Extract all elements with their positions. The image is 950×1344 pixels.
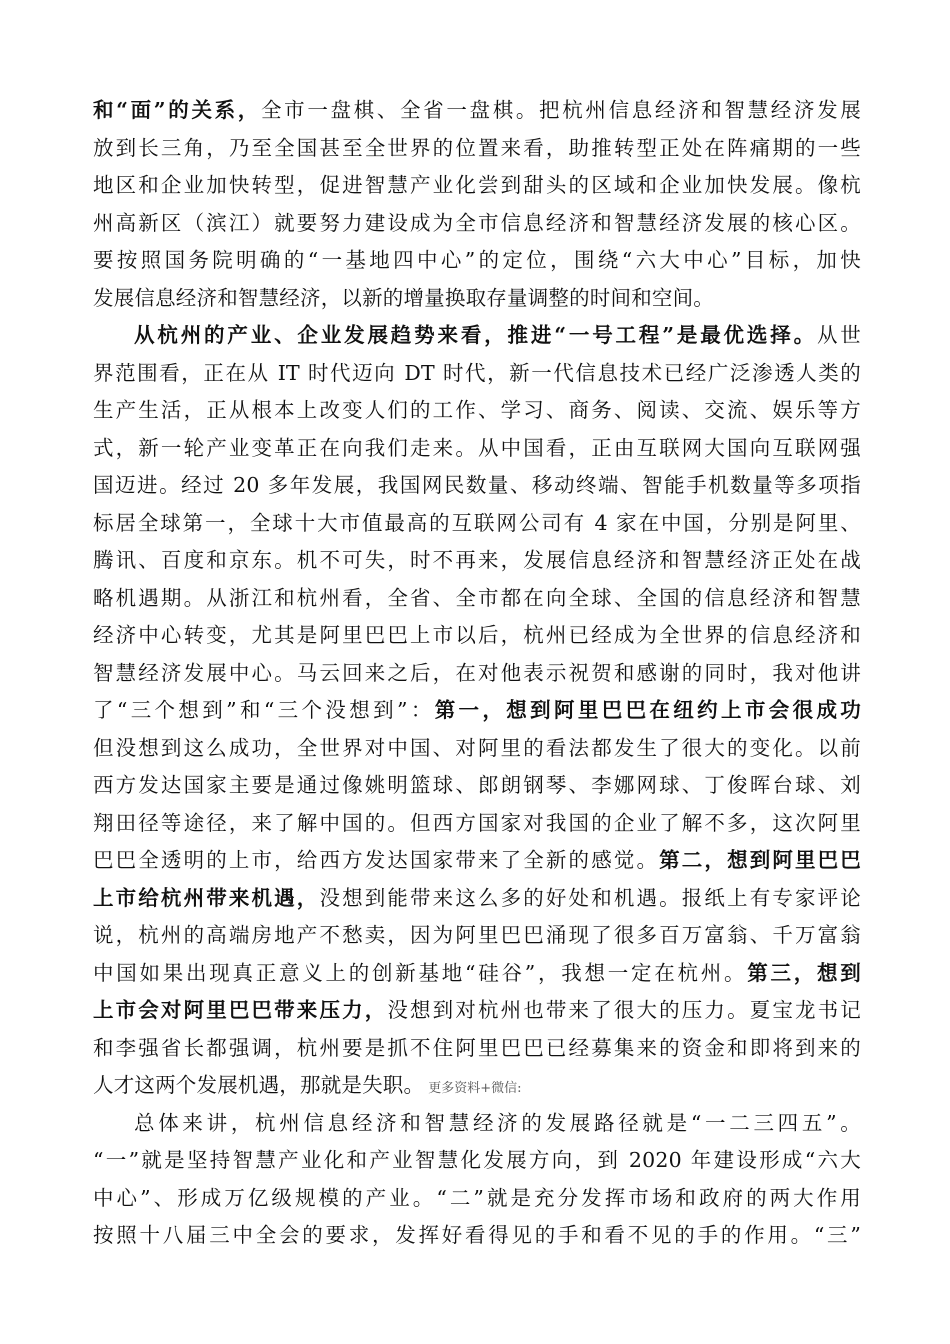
text-line	[93, 317, 861, 355]
text-line	[93, 730, 861, 768]
text-run: 标居全球第一，全球十大市值最高的互联网公司有 4 家在中国，分别是阿里、	[93, 510, 861, 535]
text-line	[93, 92, 861, 130]
text-run: 总体来讲，杭州信息经济和智慧经济的发展路径就是“一二三四五”。	[134, 1110, 861, 1135]
text-run: 放到长三角，乃至全国甚至全世界的位置来看，助推转型正处在阵痛期的一些	[93, 135, 861, 160]
text-run: 界范围看，正在从 IT 时代迈向 DT 时代，新一代信息技术已经广泛渗透人类的	[93, 360, 861, 385]
text-line	[93, 542, 861, 580]
text-run: 了“三个想到”和“三个没想到”：	[93, 698, 435, 722]
text-run: 但没想到这么成功，全世界对中国、对阿里的看法都发生了很大的变化。以前	[93, 735, 861, 760]
text-line	[93, 392, 861, 430]
text-line	[93, 617, 861, 655]
text-line	[93, 430, 861, 468]
text-run: 中心”、形成万亿级规模的产业。“二”就是充分发挥市场和政府的两大作用	[93, 1185, 861, 1210]
watermark-text: 更多资料+微信:	[428, 1081, 522, 1096]
text-line	[93, 1067, 861, 1105]
text-line	[93, 242, 861, 280]
text-line	[93, 767, 861, 805]
text-run: “一”就是坚持智慧产业化和产业智慧化发展方向，到 2020 年建设形成“六大	[93, 1148, 861, 1172]
text-line	[93, 955, 861, 993]
text-run: 州高新区（滨江）就要努力建设成为全市信息经济和智慧经济发展的核心区。	[93, 210, 861, 235]
text-line	[93, 992, 861, 1030]
text-line	[93, 880, 861, 918]
text-line	[93, 205, 861, 243]
text-line	[93, 1142, 861, 1180]
text-run: 经济中心转变，尤其是阿里巴巴上市以后，杭州已经成为全世界的信息经济和	[93, 623, 861, 647]
paragraph	[93, 1105, 861, 1255]
text-line	[93, 1105, 861, 1143]
bold-text-run: 第二，想到阿里巴巴	[659, 848, 862, 872]
bold-text-run: 第一，想到阿里巴巴在纽约上市会很成功	[434, 698, 861, 722]
bold-text-run: 上市会对阿里巴巴带来压力，	[93, 998, 388, 1022]
text-run: 发展信息经济和智慧经济，以新的增量换取存量调整的时间和空间。	[93, 285, 714, 310]
text-line	[93, 692, 861, 730]
text-run: 没想到对杭州也带来了很大的压力。夏宝龙书记	[387, 998, 861, 1022]
text-run: 翔田径等途径，来了解中国的。但西方国家对我国的企业了解不多，这次阿里	[93, 810, 861, 835]
text-run: 腾讯、百度和京东。机不可失，时不再来，发展信息经济和智慧经济正处在战	[93, 548, 861, 572]
text-line	[93, 355, 861, 393]
paragraph	[93, 317, 861, 1105]
text-run: 式，新一轮产业变革正在向我们走来。从中国看，正由互联网大国向互联网强	[93, 435, 861, 460]
text-run: 智慧经济发展中心。马云回来之后，在对他表示祝贺和感谢的同时，我对他讲	[93, 660, 861, 685]
text-line	[93, 655, 861, 693]
text-line	[93, 580, 861, 618]
bold-text-run: 上市给杭州带来机遇，	[93, 885, 320, 910]
text-run: 说，杭州的高端房地产不愁卖，因为阿里巴巴涌现了很多百万富翁、千万富翁	[93, 923, 861, 947]
text-line	[93, 1180, 861, 1218]
text-run: 西方发达国家主要是通过像姚明篮球、郎朗钢琴、李娜网球、丁俊晖台球、刘	[93, 773, 861, 797]
text-run: 巴巴全透明的上市，给西方发达国家带来了全新的感觉。	[93, 848, 660, 872]
text-run: 要按照国务院明确的“一基地四中心”的定位，围绕“六大中心”目标，加快	[93, 248, 861, 272]
text-run: 国迈进。经过 20 多年发展，我国网民数量、移动终端、智能手机数量等多项指	[93, 473, 861, 497]
document-page	[93, 92, 861, 1255]
text-run: 生产生活，正从根本上改变人们的工作、学习、商务、阅读、交流、娱乐等方	[93, 398, 861, 422]
text-line	[93, 805, 861, 843]
text-run: 中国如果出现真正意义上的创新基地“硅谷”，我想一定在杭州。	[93, 960, 748, 985]
text-run: 按照十八届三中全会的要求，发挥好看得见的手和看不见的手的作用。“三”	[93, 1223, 861, 1247]
text-line	[93, 842, 861, 880]
text-run: 没想到能带来这么多的好处和机遇。报纸上有专家评论	[319, 885, 861, 910]
text-line	[93, 1217, 861, 1255]
text-line	[93, 467, 861, 505]
bold-text-run: 第三，想到	[747, 960, 862, 985]
text-line	[93, 917, 861, 955]
text-run: 和李强省长都强调，杭州要是抓不住阿里巴巴已经募集来的资金和即将到来的	[93, 1035, 861, 1060]
text-run: 从世	[816, 323, 861, 347]
text-line	[93, 167, 861, 205]
text-line	[93, 130, 861, 168]
bold-text-run: 从杭州的产业、企业发展趋势来看，推进“一号工程”是最优选择。	[134, 323, 817, 347]
paragraph	[93, 92, 861, 317]
text-run: 人才这两个发展机遇，那就是失职。	[93, 1073, 425, 1097]
bold-text-run: 和“面”的关系，	[93, 98, 261, 122]
text-run: 略机遇期。从浙江和杭州看，全省、全市都在向全球、全国的信息经济和智慧	[93, 585, 861, 610]
text-run: 地区和企业加快转型，促进智慧产业化尝到甜头的区域和企业加快发展。像杭	[93, 173, 861, 197]
text-line	[93, 1030, 861, 1068]
text-line	[93, 505, 861, 543]
text-line	[93, 280, 861, 318]
text-run: 全市一盘棋、全省一盘棋。把杭州信息经济和智慧经济发展	[260, 98, 861, 122]
